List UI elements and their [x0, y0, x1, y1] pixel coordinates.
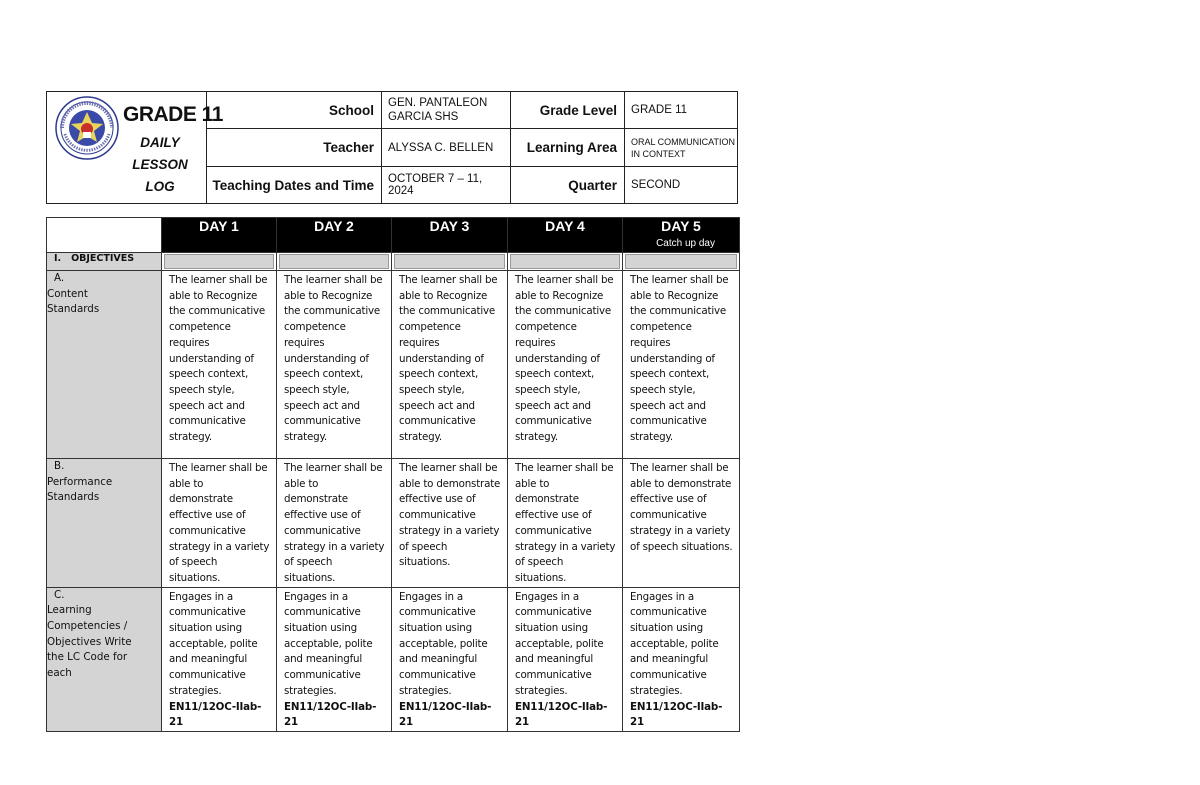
content-cell: The learner shall be able to Recognize the communicative competence requires understanding of speech context, speech style, speech act and communicative strategy.	[162, 271, 277, 459]
grade-level-value: GRADE 11	[631, 104, 688, 116]
title-line-1: DAILY	[140, 135, 180, 150]
teaching-dates-value: OCTOBER 7 – 11, 2024	[388, 173, 483, 197]
content-cell: Engages in a communicative situation using acceptable, polite and meaningful communicative strategies. EN11/12OC-IIab-21	[508, 587, 623, 731]
content-cell: The learner shall be able to demonstrate effective use of communicative strategy in a variety of speech situations.	[277, 459, 392, 588]
day-header-row	[47, 218, 740, 253]
learning-area-value: ORAL COMMUNICATION IN CONTEXT	[631, 136, 736, 159]
objectives-cell	[277, 253, 392, 271]
school-label: School	[328, 102, 374, 118]
deped-seal-icon	[55, 96, 119, 160]
teacher-value: ALYSSA C. BELLEN	[388, 141, 494, 154]
day-1-header: DAY 1	[162, 218, 277, 253]
blank-header-cell	[47, 218, 162, 253]
row-label: A.Content Standards	[47, 271, 162, 459]
content-cell: Engages in a communicative situation using acceptable, polite and meaningful communicative strategies. EN11/12OC-IIab-21	[392, 587, 508, 731]
content-cell: The learner shall be able to Recognize the communicative competence requires understanding of speech context, speech style, speech act and communicative strategy.	[392, 271, 508, 459]
content-cell: Engages in a communicative situation using acceptable, polite and meaningful communicative strategies. EN11/12OC-IIab-21	[623, 587, 740, 731]
title-line-3: LOG	[145, 179, 175, 194]
row-label: C.Learning Competencies / Objectives Write the LC Code for each	[47, 587, 162, 731]
school-value: GEN. PANTALEON GARCIA SHS	[388, 97, 488, 123]
lc-code: EN11/12OC-IIab-21	[169, 700, 262, 729]
dll-header	[46, 91, 738, 204]
teacher-label: Teacher	[323, 140, 374, 155]
grade-level-label: Grade Level	[539, 102, 617, 118]
day-3-header: DAY 3	[392, 218, 508, 253]
content-cell: The learner shall be able to demonstrate effective use of communicative strategy in a variety of speech situations.	[508, 459, 623, 588]
day-5-header: DAY 5 Catch up day	[623, 218, 740, 253]
lc-code: EN11/12OC-IIab-21	[399, 700, 492, 729]
content-cell: The learner shall be able to Recognize the communicative competence requires understanding of speech context, speech style, speech act and communicative strategy.	[508, 271, 623, 459]
content-cell: The learner shall be able to demonstrate effective use of communicative strategy in a variety of speech situations.	[162, 459, 277, 588]
row-label: B.Performance Standards	[47, 459, 162, 588]
content-cell: The learner shall be able to Recognize the communicative competence requires understanding of speech context, speech style, speech act and communicative strategy.	[623, 271, 740, 459]
content-cell: Engages in a communicative situation using acceptable, polite and meaningful communicative strategies. EN11/12OC-IIab-21	[162, 587, 277, 731]
objectives-cell	[508, 253, 623, 271]
objectives-row	[47, 253, 740, 271]
title-block	[47, 92, 223, 203]
quarter-value: SECOND	[631, 179, 681, 191]
content-standards-row	[47, 271, 740, 459]
objectives-cell	[623, 253, 740, 271]
content-cell: The learner shall be able to Recognize the communicative competence requires understanding of speech context, speech style, speech act and communicative strategy.	[277, 271, 392, 459]
lc-code: EN11/12OC-IIab-21	[284, 700, 377, 729]
day-4-header: DAY 4	[508, 218, 623, 253]
teaching-dates-label: Teaching Dates and Time	[212, 177, 374, 193]
learning-competencies-row	[47, 587, 740, 731]
dll-table	[46, 217, 740, 732]
quarter-label: Quarter	[568, 177, 617, 193]
catch-up-label: Catch up day	[656, 238, 715, 249]
content-cell: The learner shall be able to demonstrate effective use of communicative strategy in a variety of speech situations.	[392, 459, 508, 588]
objectives-label: I. OBJECTIVES	[47, 253, 162, 271]
objectives-cell	[392, 253, 508, 271]
content-cell: Engages in a communicative situation using acceptable, polite and meaningful communicative strategies. EN11/12OC-IIab-21	[277, 587, 392, 731]
lc-code: EN11/12OC-IIab-21	[630, 700, 723, 729]
objectives-cell	[162, 253, 277, 271]
grade-title: GRADE 11	[123, 103, 223, 126]
lc-code: EN11/12OC-IIab-21	[515, 700, 608, 729]
title-line-2: LESSON	[132, 157, 188, 172]
daily-lesson-log-title	[125, 132, 195, 198]
performance-standards-row	[47, 459, 740, 588]
learning-area-label: Learning Area	[526, 140, 617, 155]
content-cell: The learner shall be able to demonstrate effective use of communicative strategy in a variety of speech situations.	[623, 459, 740, 588]
day-2-header: DAY 2	[277, 218, 392, 253]
